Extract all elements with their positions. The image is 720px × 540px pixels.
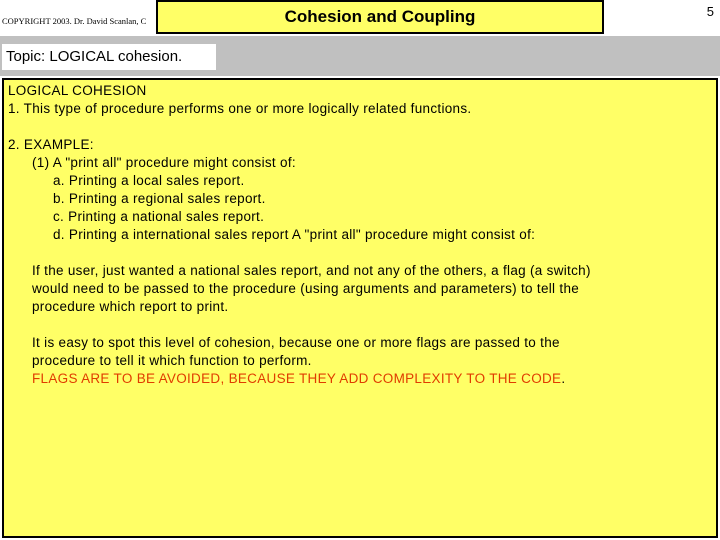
example-intro: (1) A "print all" procedure might consist of:	[32, 155, 296, 170]
paragraph-2-line: procedure to tell it which function to perform.	[32, 353, 312, 368]
point-2: 2. EXAMPLE:	[8, 137, 94, 152]
list-item: b. Printing a regional sales report.	[53, 191, 266, 206]
warning-text: FLAGS ARE TO BE AVOIDED, BECAUSE THEY ADD COMPLEXITY TO THE CODE	[32, 371, 562, 386]
paragraph-1-line: would need to be passed to the procedure (using arguments and parameters) to tell the	[32, 281, 580, 296]
point-1: 1. This type of procedure performs one or more logically related functions.	[8, 101, 472, 116]
list-item: d. Printing a international sales report A "print all" procedure might consist of:	[53, 227, 536, 242]
topic-label: Topic: LOGICAL cohesion.	[2, 44, 216, 70]
list-item: a. Printing a local sales report.	[53, 173, 245, 188]
paragraph-1-line: If the user, just wanted a national sales report, and not any of the others, a flag (a switch)	[32, 263, 591, 278]
page-number: 5	[706, 4, 714, 19]
copyright-notice: COPYRIGHT 2003. Dr. David Scanlan, C	[2, 16, 147, 26]
list-item: c. Printing a national sales report.	[53, 209, 265, 224]
content-panel	[2, 78, 718, 538]
content-heading: LOGICAL COHESION	[8, 83, 147, 98]
slide-title: Cohesion and Coupling	[156, 0, 604, 34]
paragraph-2-line: It is easy to spot this level of cohesion, because one or more flags are passed to the	[32, 335, 560, 350]
warning-line	[32, 370, 565, 388]
warning-period: .	[561, 371, 566, 386]
paragraph-1-line: procedure which report to print.	[32, 299, 229, 314]
